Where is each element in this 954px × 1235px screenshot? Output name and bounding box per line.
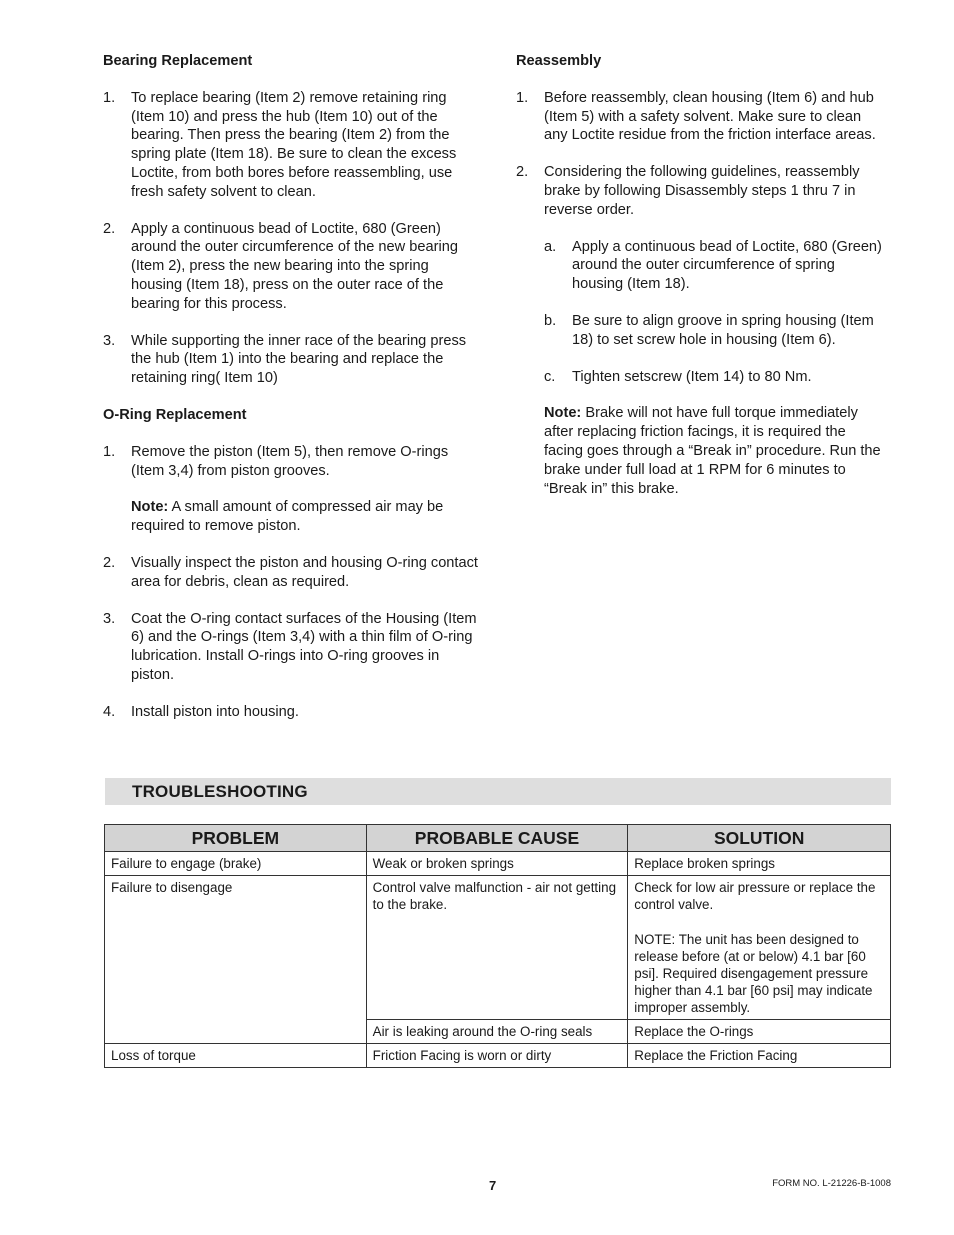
step-text: Apply a continuous bead of Loctite, 680 (Green) around the outer circumference of the new bearing (Item 2), press the new bearing into the spring housing (Item 18), press on the outer race of the bearing for this process.: [131, 220, 458, 312]
solution-cell: Replace broken springs: [628, 852, 891, 876]
cause-cell: Control valve malfunction - air not getting to the brake.: [366, 876, 628, 1020]
step-number: 2.: [103, 220, 116, 237]
oring-step-2: [103, 554, 481, 592]
substep-letter: c.: [544, 368, 556, 385]
column-header-solution: SOLUTION: [628, 825, 891, 852]
substep-text: Apply a continuous bead of Loctite, 680 (Green) around the outer circumference of spring housing (Item 18).: [572, 238, 882, 293]
problem-cell: Failure to engage (brake): [105, 852, 367, 876]
oring-step-1: [103, 443, 481, 481]
column-header-probable-cause: PROBABLE CAUSE: [366, 825, 628, 852]
step-text: Install piston into housing.: [131, 703, 299, 720]
substep-text: Be sure to align groove in spring housing (Item 18) to set screw hole in housing (Item 6).: [572, 312, 874, 348]
table-header-row: [105, 825, 891, 852]
problem-cell: Loss of torque: [105, 1044, 367, 1068]
solution-cell: Replace the O-rings: [628, 1020, 891, 1044]
reassembly-step-1: [516, 89, 888, 145]
page-number: 7: [489, 1178, 497, 1193]
step-number: 3.: [103, 332, 116, 349]
oring-step-3: [103, 610, 481, 685]
right-column: [516, 52, 888, 516]
note-text: Brake will not have full torque immediately after replacing friction facings, it is required the facing goes through a “Break in” procedure. Run the brake under full load at 1 RPM for 6 minutes to “Break in” this brake.: [544, 405, 881, 497]
step-text: To replace bearing (Item 2) remove retaining ring (Item 10) and press the hub (Item 10) out of the bearing. Then press the bearing (Item 2) from the spring plate (Item 18). Be sure to clean the excess Loctite, from both bores before reassembling, use fresh safety solvent to clean.: [131, 89, 457, 200]
break-in-note: [544, 404, 888, 498]
reassembly-heading: Reassembly: [516, 53, 602, 69]
substep-letter: a.: [544, 238, 557, 255]
column-header-problem: PROBLEM: [105, 825, 367, 852]
table-row: [105, 876, 891, 1020]
note-text: A small amount of compressed air may be required to remove piston.: [131, 499, 444, 535]
substep-text: Tighten setscrew (Item 14) to 80 Nm.: [572, 368, 812, 385]
solution-cell: [628, 876, 891, 1020]
reassembly-substep-c: [544, 368, 888, 387]
step-text: While supporting the inner race of the bearing press the hub (Item 1) into the bearing and replace the retaining ring( Item 10): [131, 332, 467, 387]
step-text: Remove the piston (Item 5), then remove O-rings (Item 3,4) from piston grooves.: [131, 443, 449, 479]
table-row: [105, 1044, 891, 1068]
step-text: Before reassembly, clean housing (Item 6) and hub (Item 5) with a safety solvent. Make sure to clean any Loctite residue from the friction interface areas.: [544, 89, 876, 144]
step-number: 1.: [103, 443, 116, 460]
oring-step-4: [103, 703, 481, 722]
step-number: 1.: [103, 89, 116, 106]
step-text: Visually inspect the piston and housing O-ring contact area for debris, clean as required.: [131, 554, 478, 590]
left-column: [103, 52, 481, 740]
bearing-replacement-heading: Bearing Replacement: [103, 53, 253, 69]
cause-cell: Weak or broken springs: [366, 852, 628, 876]
note-label: Note:: [131, 499, 169, 516]
oring-replacement-heading: O-Ring Replacement: [103, 406, 247, 423]
cause-cell: Air is leaking around the O-ring seals: [366, 1020, 628, 1044]
step-text: Coat the O-ring contact surfaces of the Housing (Item 6) and the O-rings (Item 3,4) with a thin film of O-ring lubrication. Install O-rings into O-ring grooves in piston.: [131, 610, 477, 683]
solution-text: Check for low air pressure or replace the control valve.: [634, 880, 876, 912]
step-number: 3.: [103, 610, 116, 627]
step-text: Considering the following guidelines, reassembly brake by following Disassembly steps 1 thru 7 in reverse order.: [544, 164, 860, 218]
oring-note: [131, 498, 481, 536]
step-number: 4.: [103, 703, 116, 720]
solution-note: NOTE: The unit has been designed to release before (at or below) 4.1 bar [60 psi]. Required disengagement pressure higher than 4.1 bar [60 psi] may indicate improper assembly.: [634, 932, 873, 1015]
step-number: 1.: [516, 89, 529, 106]
step-number: 2.: [516, 164, 529, 181]
substep-letter: b.: [544, 312, 557, 329]
troubleshooting-table: [104, 824, 891, 1068]
troubleshooting-title: TROUBLESHOOTING: [132, 782, 308, 801]
bearing-step-2: [103, 220, 481, 314]
reassembly-substep-a: [544, 238, 888, 294]
reassembly-substep-b: [544, 312, 888, 350]
bearing-step-3: [103, 332, 481, 388]
solution-cell: Replace the Friction Facing: [628, 1044, 891, 1068]
table-row: [105, 852, 891, 876]
step-number: 2.: [103, 554, 116, 571]
reassembly-step-2: [516, 163, 888, 219]
form-number: FORM NO. L-21226-B-1008: [772, 1178, 891, 1189]
note-label: Note:: [544, 405, 582, 422]
bearing-step-1: [103, 89, 481, 202]
troubleshooting-section-bar: [105, 778, 891, 805]
problem-cell: Failure to disengage: [105, 876, 367, 1044]
cause-cell: Friction Facing is worn or dirty: [366, 1044, 628, 1068]
